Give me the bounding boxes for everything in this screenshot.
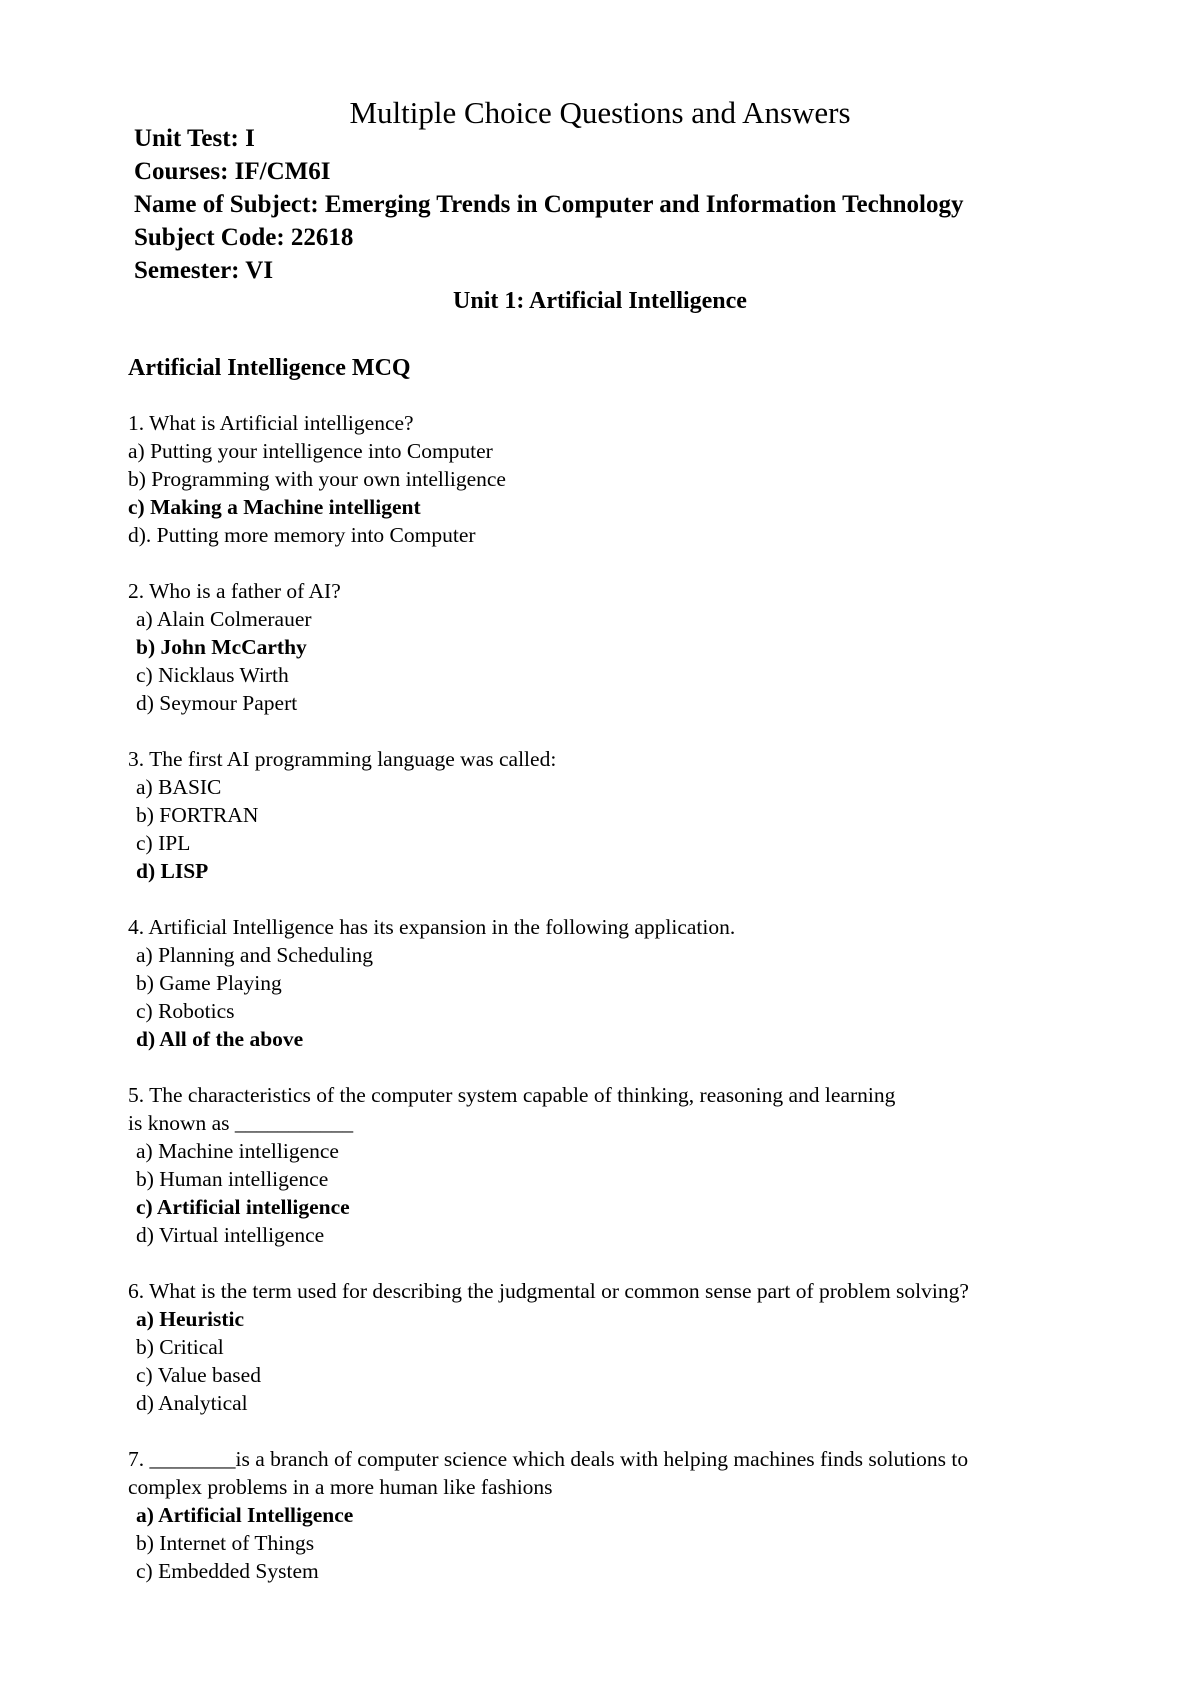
answer-option: a) Machine intelligence	[136, 1139, 339, 1163]
answer-option: b) Programming with your own intelligence	[128, 467, 506, 491]
question-text: 3. The first AI programming language was called:	[128, 747, 557, 771]
document-meta	[134, 122, 963, 287]
answer-option: a) BASIC	[136, 775, 222, 799]
question-list	[128, 409, 1128, 1613]
question-4	[128, 913, 1128, 1053]
answer-option: c) Nicklaus Wirth	[136, 663, 289, 687]
answer-option: c) Robotics	[136, 999, 235, 1023]
meta-subject-code: Subject Code: 22618	[134, 224, 354, 251]
answer-option: b) Critical	[136, 1335, 224, 1359]
answer-option: d) Virtual intelligence	[136, 1223, 325, 1247]
meta-semester: Semester: VI	[134, 257, 274, 284]
answer-option: b) FORTRAN	[136, 803, 259, 827]
answer-option: d) Seymour Papert	[136, 691, 298, 715]
question-text: 4. Artificial Intelligence has its expansion in the following application.	[128, 915, 736, 939]
meta-subject-name: Name of Subject: Emerging Trends in Computer and Information Technology	[134, 191, 964, 218]
answer-option: b) Human intelligence	[136, 1167, 329, 1191]
answer-option: b) Internet of Things	[136, 1531, 315, 1555]
answer-option: b) Game Playing	[136, 971, 282, 995]
meta-unit-test: Unit Test: I	[134, 125, 255, 152]
answer-option: a) Alain Colmerauer	[136, 607, 312, 631]
correct-answer-option: a) Artificial Intelligence	[136, 1503, 354, 1527]
question-text: 1. What is Artificial intelligence?	[128, 411, 414, 435]
unit-heading: Unit 1: Artificial Intelligence	[453, 288, 747, 314]
section-heading: Artificial Intelligence MCQ	[128, 355, 411, 381]
answer-option: d). Putting more memory into Computer	[128, 523, 476, 547]
question-3	[128, 745, 1128, 885]
correct-answer-option: c) Making a Machine intelligent	[128, 495, 421, 519]
answer-option: a) Putting your intelligence into Computer	[128, 439, 493, 463]
question-text: 5. The characteristics of the computer system capable of thinking, reasoning and learning	[128, 1083, 896, 1107]
answer-option: c) Value based	[136, 1363, 261, 1387]
question-5	[128, 1081, 1128, 1249]
question-text: 2. Who is a father of AI?	[128, 579, 341, 603]
correct-answer-option: d) LISP	[136, 859, 209, 883]
question-text: 6. What is the term used for describing the judgmental or common sense part of problem solving?	[128, 1279, 969, 1303]
correct-answer-option: c) Artificial intelligence	[136, 1195, 350, 1219]
meta-courses: Courses: IF/CM6I	[134, 158, 331, 185]
question-text: is known as ___________	[128, 1111, 354, 1135]
document-title: Multiple Choice Questions and Answers	[349, 95, 851, 130]
question-text: complex problems in a more human like fashions	[128, 1475, 553, 1499]
answer-option: d) Analytical	[136, 1391, 248, 1415]
question-7	[128, 1445, 1128, 1585]
answer-option: c) IPL	[136, 831, 191, 855]
correct-answer-option: a) Heuristic	[136, 1307, 245, 1331]
answer-option: a) Planning and Scheduling	[136, 943, 374, 967]
correct-answer-option: b) John McCarthy	[136, 635, 307, 659]
question-6	[128, 1277, 1128, 1417]
answer-option: c) Embedded System	[136, 1559, 319, 1583]
question-2	[128, 577, 1128, 717]
question-1	[128, 409, 1128, 549]
question-text: 7. ________is a branch of computer science which deals with helping machines finds solutions to	[128, 1447, 969, 1471]
correct-answer-option: d) All of the above	[136, 1027, 304, 1051]
